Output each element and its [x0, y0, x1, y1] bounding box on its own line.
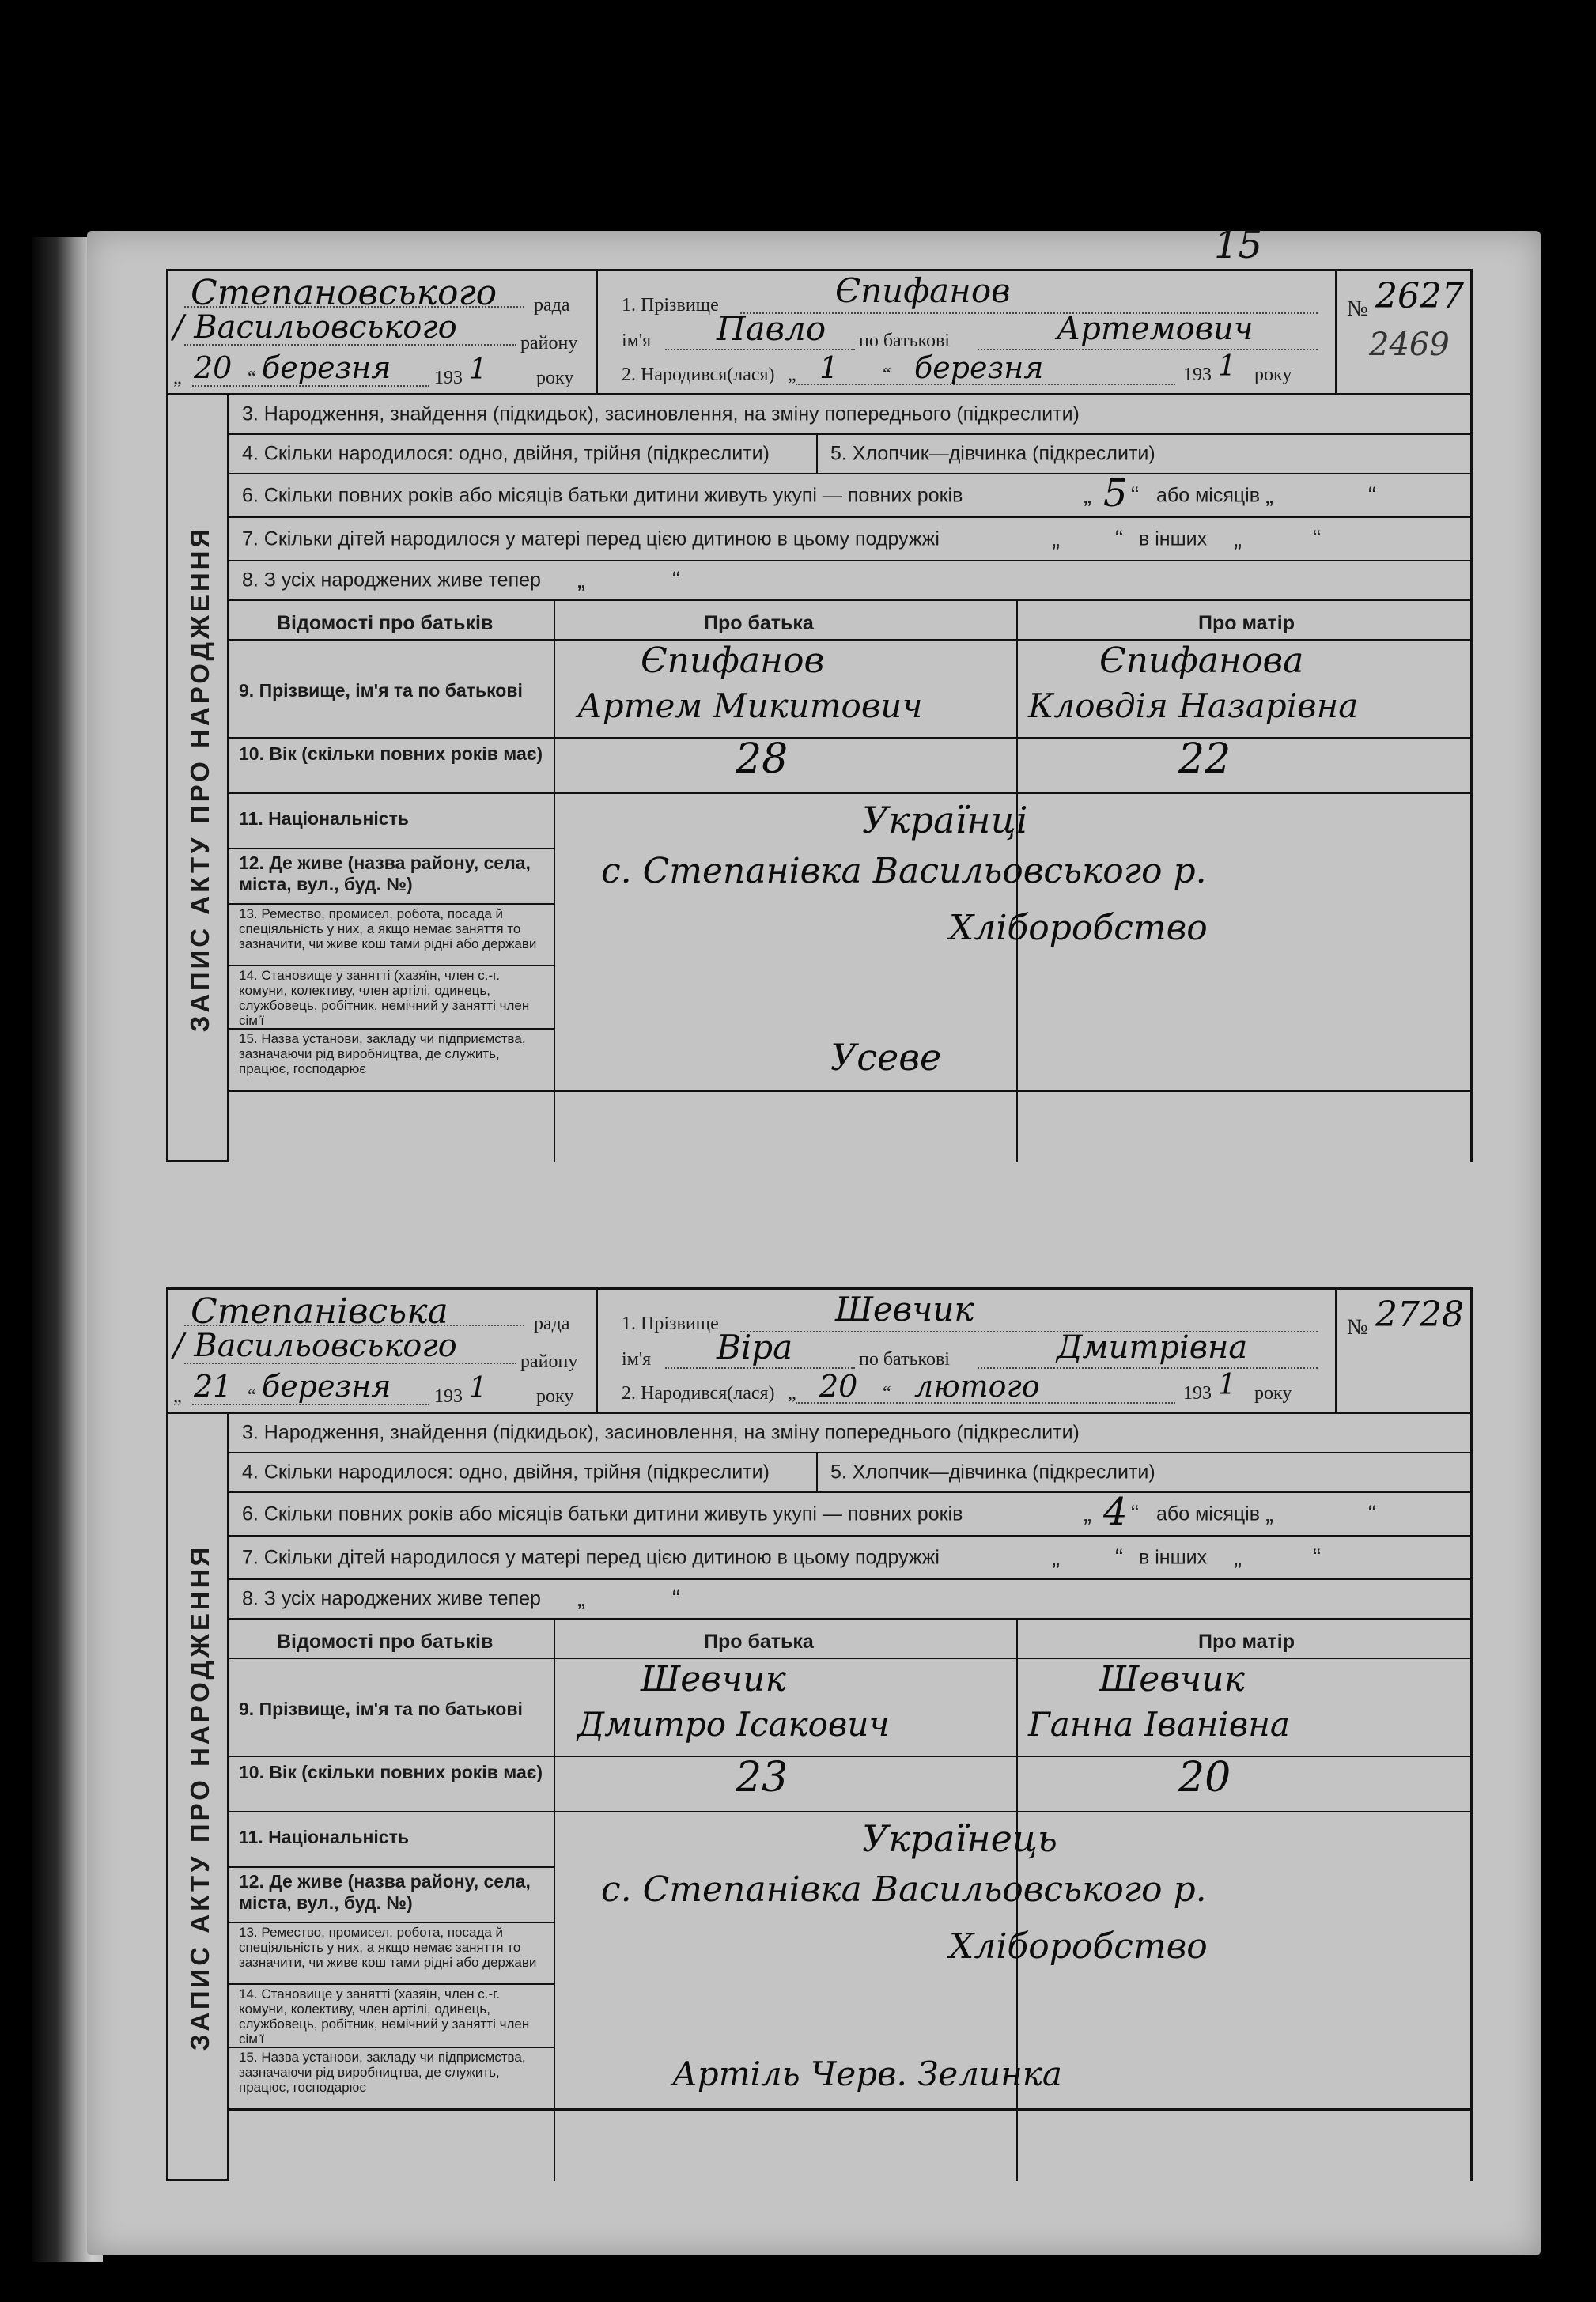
record-number-block	[1335, 1290, 1473, 1412]
row9-label: 9. Прізвище, ім'я та по батькові	[239, 1699, 523, 1719]
child-patronymic: Дмитрівна	[1057, 1329, 1248, 1366]
father-age: 23	[736, 1754, 789, 1801]
mother-column-header: Про матір	[1198, 1631, 1295, 1653]
birth-year-prefix: 193	[1183, 365, 1212, 385]
mother-age: 22	[1178, 735, 1231, 783]
number-label: №	[1347, 297, 1368, 321]
mother-surname: Шевчик	[1099, 1659, 1245, 1699]
reg-year-digit: 1	[469, 353, 487, 386]
row11-label: 11. Національність	[239, 808, 409, 829]
mother-name: Ганна Іванівна	[1028, 1705, 1290, 1744]
registration-block: Степановського рада / Васильовського району „ 20 “ березня 193 1 року	[168, 271, 598, 393]
name-label: ім'я	[622, 331, 652, 351]
mother-age: 20	[1178, 1754, 1231, 1801]
parents-info-header: Відомості про батьків	[277, 612, 494, 634]
question-7: 7. Скільки дітей народилося у матері перед цією дитиною в цьому подружжі „ “ в інших „ “	[229, 1537, 1473, 1580]
reg-day: 20	[194, 350, 233, 385]
record-number-old: 2469	[1369, 327, 1450, 363]
mother-column-header: Про матір	[1198, 612, 1295, 634]
parents-table	[229, 1620, 1473, 2181]
birth-roku-label: року	[1254, 1383, 1292, 1404]
question-4-5: 4. Скільки народилося: одно, двійня, трійня (підкреслити) 5. Хлопчик—дівчинка (підкреслити)	[229, 435, 1473, 474]
record-number: 2728	[1375, 1295, 1464, 1335]
patronymic-label: по батькові	[859, 1349, 950, 1370]
reg-year-prefix: 193	[434, 368, 463, 388]
question-8: 8. З усіх народжених живе тепер „ “	[229, 561, 1473, 601]
birth-roku-label: року	[1254, 365, 1292, 385]
child-surname: Єпифанов	[835, 271, 1011, 310]
occupation: Хліборобство	[949, 1926, 1208, 1967]
birth-day: 20	[819, 1369, 858, 1404]
father-column-header: Про батька	[704, 612, 814, 634]
father-surname: Шевчик	[641, 1659, 786, 1699]
years-together: 4	[1103, 1490, 1128, 1534]
birth-year-prefix: 193	[1183, 1383, 1212, 1404]
child-surname: Шевчик	[835, 1290, 974, 1329]
workplace: Артіль Черв. Зелинка	[672, 2054, 1062, 2093]
nationality: Українці	[862, 799, 1028, 841]
mother-name: Кловдія Назарівна	[1028, 686, 1359, 725]
reg-month: березня	[262, 350, 391, 385]
father-name: Дмитро Ісакович	[577, 1705, 890, 1744]
registration-block: Степанівська рада / Васильовського району „ 21 “ березня 193 1 року	[168, 1290, 598, 1412]
parents-info-header: Відомості про батьків	[277, 1631, 494, 1653]
father-surname: Єпифанов	[641, 641, 825, 681]
record-body	[166, 1414, 1473, 2181]
child-block: 1. Прізвище Єпифанов ім'я Павло по батькові Артемович 2. Народився(лася) „ 1 “ березня 193 1 року	[598, 271, 1335, 393]
reg-day: 21	[194, 1369, 233, 1404]
occupation: Хліборобство	[949, 908, 1208, 948]
question-3: 3. Народження, знайдення (підкидьок), засиновлення, на зміну попереднього (підкреслити)	[229, 1414, 1473, 1453]
question-4-5: 4. Скільки народилося: одно, двійня, трійня (підкреслити) 5. Хлопчик—дівчинка (підкреслити)	[229, 1453, 1473, 1493]
record-header	[166, 1287, 1473, 1414]
years-together: 5	[1103, 471, 1128, 516]
row13-label: 13. Ремество, промисел, робота, посада й спеціяльність у них, а якщо немає заняття то зазначити, чи живе кош тами рідні або держави	[239, 906, 537, 951]
child-block: 1. Прізвище Шевчик ім'я Віра по батькові Дмитрівна 2. Народився(лася) „ 20 “ лютого 193 1 року	[598, 1290, 1335, 1412]
record-header	[166, 269, 1473, 395]
question-8: 8. З усіх народжених живе тепер „ “	[229, 1580, 1473, 1620]
residence: с. Степанівка Васильовського р.	[601, 1869, 1207, 1910]
reg-year-prefix: 193	[434, 1386, 463, 1407]
rayonu-label: району	[520, 1351, 578, 1372]
roku-label: року	[536, 1386, 574, 1407]
section-title-vertical: ЗАПИС АКТУ ПРО НАРОДЖЕННЯ	[166, 1414, 229, 2181]
row14-label: 14. Становище у занятті (хазяїн, член с.-г. комуни, колективу, член артілі, одинець, службовець, робітник, немічний у занятті член сім'ї	[239, 968, 530, 1028]
row10-label: 10. Вік (скільки повних років має)	[239, 1762, 543, 1782]
row11-label: 11. Національність	[239, 1827, 409, 1847]
council-value: Степанівська	[191, 1291, 448, 1332]
born-label: 2. Народився(лася)	[622, 1383, 775, 1404]
row15-label: 15. Назва установи, закладу чи підприємства, зазначаючи рід виробництва, де служить, працює, господарює	[239, 1031, 526, 1076]
birth-month: березня	[914, 350, 1044, 385]
birth-day: 1	[819, 350, 839, 385]
row10-label: 10. Вік (скільки повних років має)	[239, 743, 543, 764]
workplace: Усеве	[830, 1036, 942, 1079]
birth-month: лютого	[914, 1369, 1040, 1404]
surname-label: 1. Прізвище	[622, 1314, 719, 1334]
row14-label: 14. Становище у занятті (хазяїн, член с.-г. комуни, колективу, член артілі, одинець, службовець, робітник, немічний у занятті член сім'ї	[239, 1986, 530, 2047]
row12-label: 12. Де живе (назва району, села, міста, вул., буд. №)	[239, 852, 531, 894]
nationality: Українець	[862, 1817, 1057, 1860]
record-number-block	[1335, 271, 1473, 393]
birth-record-1	[166, 269, 1473, 1162]
name-label: ім'я	[622, 1349, 652, 1370]
reg-month: березня	[262, 1369, 391, 1404]
father-column-header: Про батька	[704, 1631, 814, 1653]
residence: с. Степанівка Васильовського р.	[601, 851, 1207, 891]
surname-label: 1. Прізвище	[622, 295, 719, 316]
born-label: 2. Народився(лася)	[622, 365, 775, 385]
birth-year-digit: 1	[1218, 350, 1236, 383]
number-label: №	[1347, 1315, 1368, 1340]
reg-year-digit: 1	[469, 1372, 487, 1404]
section-title-vertical: ЗАПИС АКТУ ПРО НАРОДЖЕННЯ	[166, 395, 229, 1162]
question-6: 6. Скільки повних років або місяців батьки дитини живуть укупі — повних років „ 4 “ або місяців „ “	[229, 1493, 1473, 1537]
child-name: Віра	[717, 1328, 793, 1366]
rada-label: рада	[534, 295, 570, 316]
father-age: 28	[736, 735, 789, 783]
child-patronymic: Артемович	[1057, 311, 1254, 347]
row15-label: 15. Назва установи, закладу чи підприємства, зазначаючи рід виробництва, де служить, працює, господарює	[239, 2050, 526, 2095]
council-value: Степановського	[191, 273, 497, 313]
record-number: 2627	[1375, 276, 1464, 316]
parents-table	[229, 601, 1473, 1162]
page-number: 15	[1214, 223, 1263, 267]
child-name: Павло	[717, 309, 826, 348]
district-value: / Васильовського	[173, 309, 457, 346]
row9-label: 9. Прізвище, ім'я та по батькові	[239, 680, 523, 701]
question-7: 7. Скільки дітей народилося у матері перед цією дитиною в цьому подружжі „ “ в інших „ “	[229, 518, 1473, 561]
rayonu-label: району	[520, 333, 578, 353]
row12-label: 12. Де живе (назва району, села, міста, вул., буд. №)	[239, 1871, 531, 1913]
patronymic-label: по батькові	[859, 331, 950, 351]
question-6: 6. Скільки повних років або місяців батьки дитини живуть укупі — повних років „ 5 “ або місяців „ “	[229, 474, 1473, 518]
roku-label: року	[536, 368, 574, 388]
birth-record-2	[166, 1287, 1473, 2181]
question-3: 3. Народження, знайдення (підкидьок), засиновлення, на зміну попереднього (підкреслити)	[229, 395, 1473, 435]
record-body	[166, 395, 1473, 1162]
mother-surname: Єпифанова	[1099, 641, 1304, 681]
district-value: / Васильовського	[173, 1328, 457, 1364]
row13-label: 13. Ремество, промисел, робота, посада й спеціяльність у них, а якщо немає заняття то зазначити, чи живе кош тами рідні або держави	[239, 1925, 537, 1970]
father-name: Артем Микитович	[577, 686, 923, 725]
birth-year-digit: 1	[1218, 1369, 1236, 1401]
rada-label: рада	[534, 1314, 570, 1334]
